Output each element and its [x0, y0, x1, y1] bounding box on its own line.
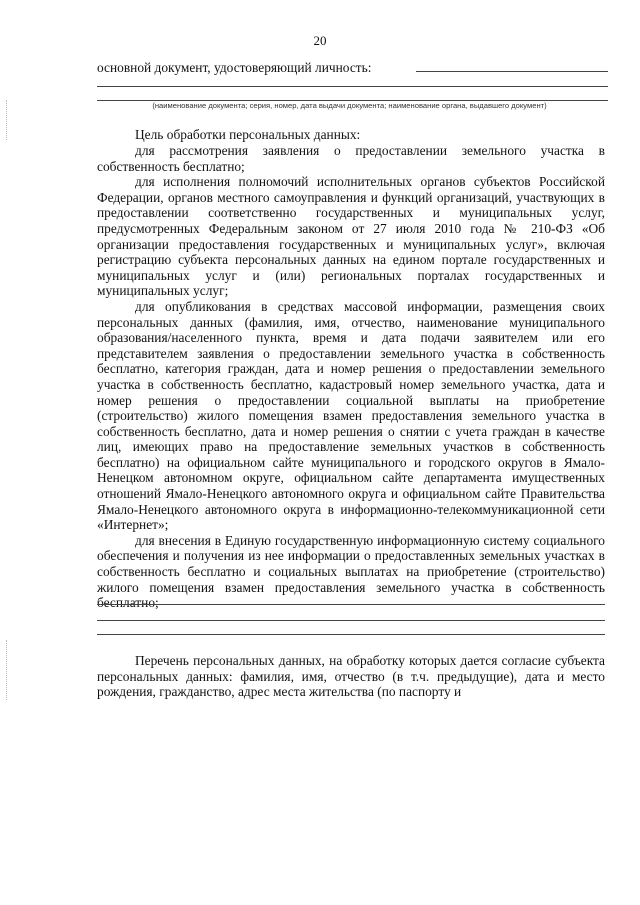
purpose-item: для опубликования в средствах массовой информации, размещения своих персональных данных (фамилия, имя, отчество, наименование муниципального образования/населенного пункта, время и дата подачи заявителем или его представителем заявления о предоставлении земельного участка в собственность бесплатно, категория граждан, дата и номер решения о предоставлении земельного участка в собственность бесплатно, кадастровый номер земельного участка, дата и номер решения о предоставлении социальной выплаты на приобретение (строительство) жилого помещения взамен предоставления земельного участка в собственность бесплатно, дата и номер решения о снятии с учета граждан в качестве лиц, имеющих право на предоставление земельных участков в собственность бесплатно) на официальном сайте муниципального и городского округов в Ямало-Ненецком автономном округе, официальном сайте департамента имущественных отношений Ямало-Ненецкого автономного округа и официальном сайте Правительства Ямало-Ненецкого автономного округа в информационно-телекоммуникационной сети «Интернет»;: [97, 298, 605, 533]
consent-paragraph: Перечень персональных данных, на обработку которых дается согласие субъекта персональных данных: фамилия, имя, отчество (в т.ч. предыдущие), дата и место рождения, гражданство, адрес места жительства (по паспорту и: [97, 653, 605, 700]
purpose-fill-line-3: [97, 634, 605, 635]
identity-document-caption: (наименование документа; серия, номер, дата выдачи документа; наименование органа, выдавшего документ): [152, 101, 547, 110]
consent-section: [97, 653, 605, 700]
scan-margin-mark: [6, 100, 7, 140]
purpose-fill-line-2: [97, 620, 605, 621]
purpose-list: [97, 143, 605, 611]
identity-document-fill-line-2: [97, 86, 608, 87]
scan-margin-mark: [6, 640, 7, 700]
purpose-item: для исполнения полномочий исполнительных органов субъектов Российской Федерации, органов местного самоуправления и функций организаций, участвующих в предоставлении соответственно государственных и муниципальных услуг, предусмотренных Федеральным законом от 27 июля 2010 года № 210-ФЗ «Об организации предоставления государственных и муниципальных услуг», включая регистрацию субъекта персональных данных на едином портале государственных и муниципальных услуг и (или) региональных порталах государственных и муниципальных услуг;: [97, 174, 605, 299]
purpose-heading: Цель обработки персональных данных:: [135, 127, 361, 142]
purpose-item: для внесения в Единую государственную информационную систему социального обеспечения и получения из нее информации о предоставленных земельных участках в собственность бесплатно и социальных выплатах на приобретение (строительство) жилого помещения взамен предоставления земельного участка в собственность бесплатно;: [97, 532, 605, 611]
identity-document-label: основной документ, удостоверяющий личность:: [97, 60, 372, 75]
purpose-item: для рассмотрения заявления о предоставлении земельного участка в собственность бесплатно;: [97, 143, 605, 174]
identity-document-fill-line: [416, 71, 608, 72]
page-number: 20: [313, 33, 327, 48]
purpose-fill-line: [97, 604, 605, 605]
